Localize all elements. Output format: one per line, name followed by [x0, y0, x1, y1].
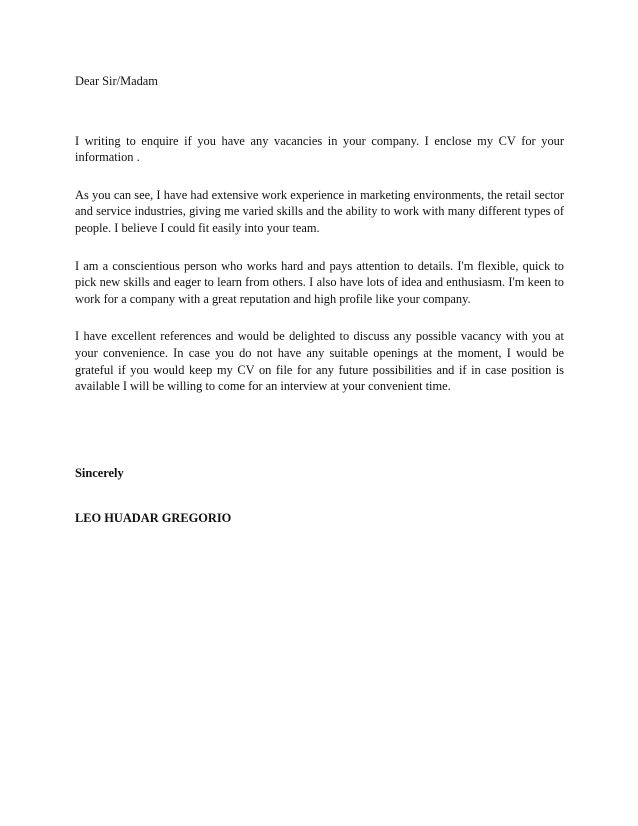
- paragraph-references: I have excellent references and would be delighted to discuss any possible vacancy with you at your convenience. In case you do not have any suitable openings at the moment, I would be grateful if you would keep my CV on file for any future possibilities and if in case position is available I will be willing to come for an interview at your convenient time.: [75, 329, 564, 394]
- paragraph-enquiry: I writing to enquire if you have any vacancies in your company. I enclose my CV for your information .: [75, 133, 564, 165]
- paragraph-experience: As you can see, I have had extensive work experience in marketing environments, the retail sector and service industries, giving me varied skills and the ability to work with many different types of people. I believe I could fit easily into your team.: [75, 187, 564, 235]
- paragraph-personality: I am a conscientious person who works hard and pays attention to details. I'm flexible, quick to pick new skills and eager to learn from others. I also have lots of idea and enthusiasm. I'm keen to work for a company with a great reputation and high profile like your company.: [75, 258, 564, 306]
- salutation: Dear Sir/Madam: [75, 74, 158, 88]
- signature-name: LEO HUADAR GREGORIO: [75, 511, 232, 526]
- cover-letter: [75, 73, 564, 527]
- closing: Sincerely: [75, 465, 124, 480]
